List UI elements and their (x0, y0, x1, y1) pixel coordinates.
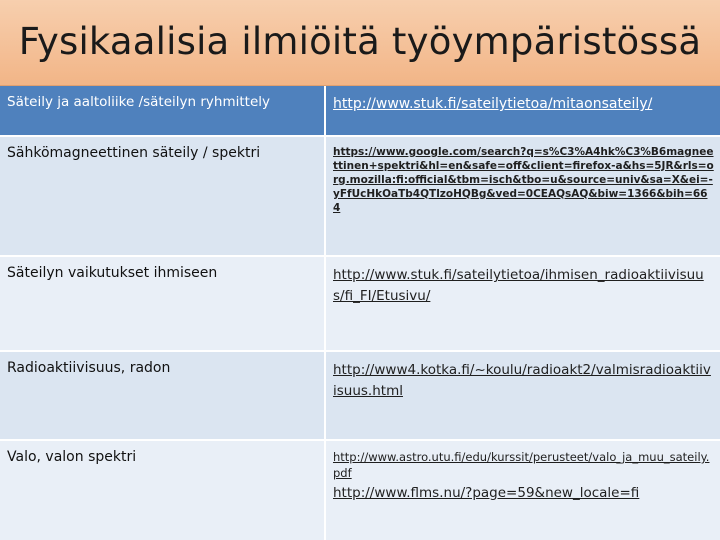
row-topic: Valo, valon spektri (0, 441, 324, 540)
table-row (0, 441, 720, 540)
row-link-cell (324, 137, 720, 258)
row-topic: Säteilyn vaikutukset ihmiseen (0, 257, 324, 351)
slide-title: Fysikaalisia ilmiöitä työympäristössä (18, 20, 702, 63)
row-topic: Radioaktiivisuus, radon (0, 352, 324, 441)
row-link[interactable]: https://www.google.com/search?q=s%C3%A4hk%C3%B6magneettinen+spektri&hl=en&safe=off&client=firefox-a&hs=5JR&rls=org.mozilla:fi:official&tbm=isch&tbo=u&source=univ&sa=X&ei=-yFfUcHkOaTb4QTlzoHQBg&ved=0CEAQsAQ&biw=1366&bih=664 (333, 145, 714, 214)
title-bar (0, 0, 720, 86)
row-link[interactable]: http://www.astro.utu.fi/edu/kurssit/perusteet/valo_ja_muu_sateily.pdf (333, 449, 710, 480)
row-link-cell (324, 352, 720, 441)
row-link-secondary[interactable]: http://www.flms.nu/?page=59&new_locale=fi (333, 484, 640, 501)
table-row (0, 137, 720, 258)
header-link[interactable]: http://www.stuk.fi/sateilytietoa/mitaonsateily/ (333, 96, 653, 112)
links-table (0, 86, 720, 540)
table-row (0, 352, 720, 441)
row-link[interactable]: http://www4.kotka.fi/~koulu/radioakt2/valmisradioaktiivisuus.html (333, 361, 711, 399)
row-topic: Sähkömagneettinen säteily / spektri (0, 137, 324, 258)
row-link[interactable]: http://www.stuk.fi/sateilytietoa/ihmisen_radioaktiivisuus/fi_FI/Etusivu/ (333, 267, 704, 305)
table-row (0, 257, 720, 351)
table-header-row (0, 86, 720, 137)
row-link-cell (324, 441, 720, 540)
header-link-cell (324, 86, 720, 137)
header-topic: Säteily ja aaltoliike /säteilyn ryhmittely (0, 86, 324, 137)
row-link-cell (324, 257, 720, 351)
